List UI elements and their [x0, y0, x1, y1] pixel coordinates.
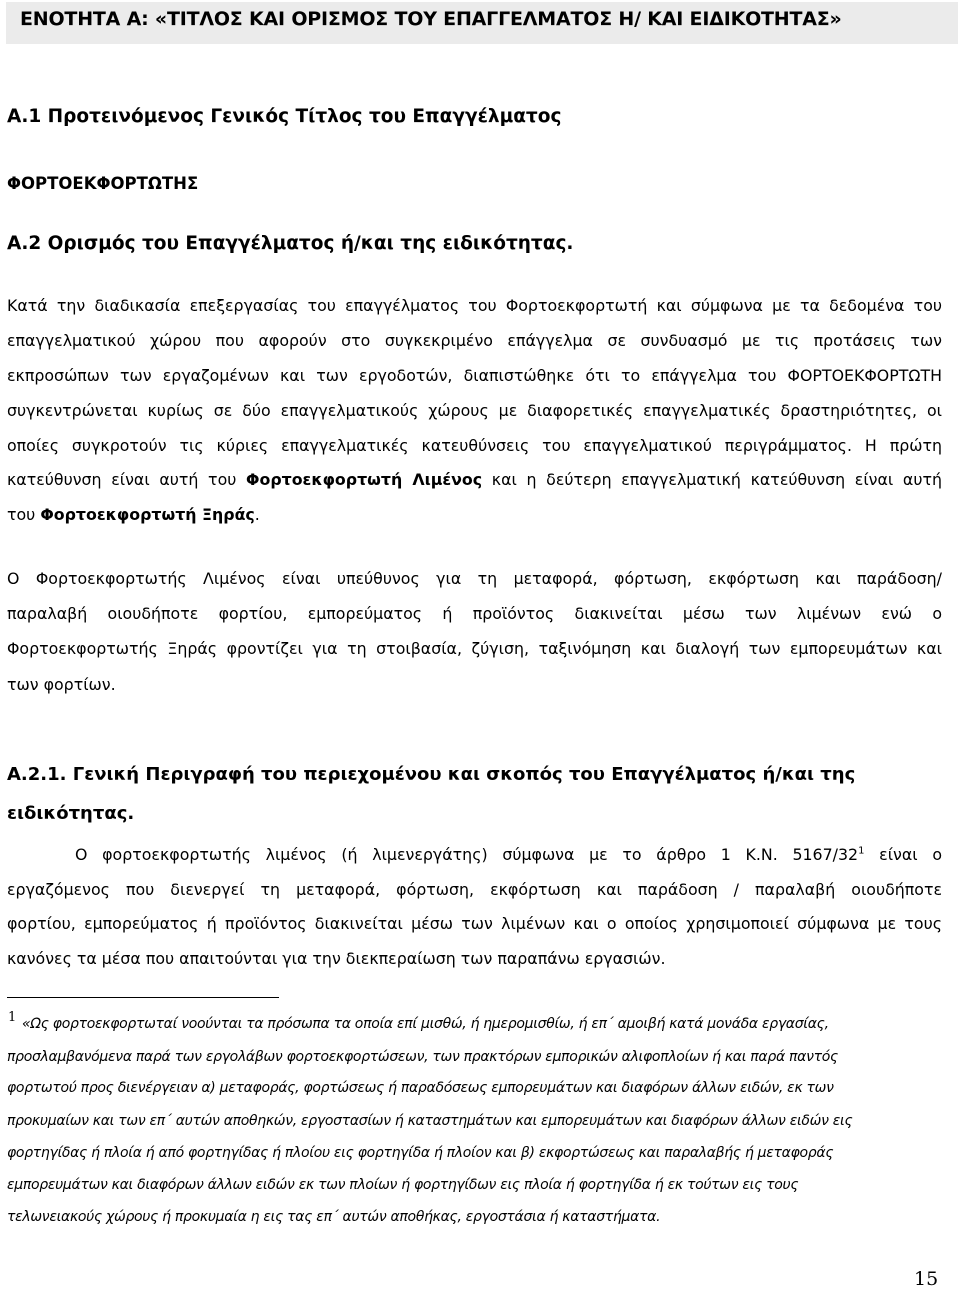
section-title: ΕΝΟΤΗΤΑ Α: «ΤΙΤΛΟΣ ΚΑΙ ΟΡΙΣΜΟΣ ΤΟΥ ΕΠΑΓΓΕΛΜΑΤΟΣ Η/ ΚΑΙ ΕΙΔΙΚΟΤΗΤΑΣ»	[20, 8, 842, 30]
para1-line5: οποίες συγκροτούν τις κύριες επαγγελματικές κατευθύνσεις του επαγγελματικού περιγράμματος. Η πρώτη	[7, 436, 942, 455]
footnote-line3: φορτωτού προς διενέργειαν α) μεταφοράς, φορτώσεως ή παραδόσεως εμπορευμάτων και διαφόρων άλλων ειδών, εκ των	[7, 1080, 834, 1096]
para1-line6	[7, 470, 942, 489]
land-docker-term: Φορτοεκφορτωτή Ξηράς	[40, 505, 255, 524]
page-number: 15	[914, 1268, 939, 1290]
para2-line1: Ο Φορτοεκφορτωτής Λιμένος είναι υπεύθυνος για τη μεταφορά, φόρτωση, εκφόρτωση και παράδοση/	[7, 569, 942, 588]
para1-line2: επαγγελματικού χώρου που αφορούν στο συγκεκριμένο επάγγελμα σε συνδυασμό με τις προτάσεις των	[7, 331, 942, 350]
footnote-line2: προσλαμβανόμενα παρά των εργολάβων φορτοεκφορτώσεων, των πρακτόρων εμπορικών αλιφοπλοίων ή και παρά παντός	[7, 1049, 838, 1065]
para1-line3: εκπροσώπων των εργαζομένων και των εργοδοτών, διαπιστώθηκε ότι το επάγγελμα του ΦΟΡΤΟΕΚΦΟΡΤΩΤΗ	[7, 366, 942, 385]
footnote-line1: «Ως φορτοεκφορτωταί νοούνται τα πρόσωπα τα οποία επί μισθώ, ή ημερομισθίω, ή επ΄ αμοιβή κατά μονάδα εργασίας,	[22, 1016, 829, 1032]
footnote-line4: προκυμαίων και των επ΄ αυτών αποθηκών, εργοστασίων ή καταστημάτων και εμπορευμάτων και διαφόρων άλλων ειδών εις	[7, 1113, 853, 1129]
para3-line3: φορτίου, εμπορεύματος ή προϊόντος διακινείται μέσω των λιμένων και ο οποίος χρησιμοποιεί σύμφωνα με τους	[7, 914, 942, 933]
footnote-ref[interactable]: 1	[858, 845, 865, 857]
a21-heading-line1: Α.2.1. Γενική Περιγραφή του περιεχομένου και σκοπός του Επαγγέλματος ή/και της	[7, 764, 856, 785]
para1-line7-post: .	[254, 505, 260, 524]
para3-line1	[75, 845, 942, 864]
para3-line1-pre: Ο φορτοεκφορτωτής λιμένος (ή λιμενεργάτης) σύμφωνα με το άρθρο 1 Κ.Ν. 5167/32	[75, 845, 859, 864]
para1-line4: συγκεντρώνεται κυρίως σε δύο επαγγελματικούς χώρους με διαφορετικές επαγγελματικές δραστηριότητες, οι	[7, 401, 942, 420]
port-docker-term: Φορτοεκφορτωτή Λιμένος	[246, 470, 483, 489]
footnote-separator	[7, 997, 279, 998]
a21-heading-line2: ειδικότητας.	[7, 803, 135, 824]
para2-line3: Φορτοεκφορτωτής Ξηράς φροντίζει για τη στοιβασία, ζύγιση, ταξινόμηση και διαλογή των εμπορευμάτων και	[7, 639, 942, 658]
footnote-line7: τελωνειακούς χώρους ή προκυμαία η εις τας επ΄ αυτών αποθήκας, εργοστάσια ή καταστήματα.	[7, 1209, 661, 1225]
footnote-line5: φορτηγίδας ή πλοία ή από φορτηγίδας ή πλοίου εις φορτηγίδα ή πλοίον και β) εκφορτώσεως και παραλαβής ή μεταφοράς	[7, 1145, 834, 1161]
profession-title: ΦΟΡΤΟΕΚΦΟΡΤΩΤΗΣ	[7, 174, 199, 193]
para2-line2: παραλαβή οιουδήποτε φορτίου, εμπορεύματος ή προϊόντος διακινείται μέσω των λιμένων ενώ ο	[7, 604, 942, 623]
para1-line7-pre: του	[7, 505, 41, 524]
a1-heading: Α.1 Προτεινόμενος Γενικός Τίτλος του Επαγγέλματος	[7, 106, 562, 127]
para3-line2: εργαζόμενος που διενεργεί τη μεταφορά, φόρτωση, εκφόρτωση και παράδοση / παραλαβή οιουδήποτε	[7, 880, 942, 899]
para2-line4: των φορτίων.	[7, 675, 116, 694]
para1-line6-post: και η δεύτερη επαγγελματική κατεύθυνση είναι αυτή	[482, 470, 942, 489]
footnote-marker: 1	[8, 1010, 17, 1025]
a2-heading: Α.2 Ορισμός του Επαγγέλματος ή/και της ειδικότητας.	[7, 233, 574, 254]
para3-line1-post: είναι ο	[864, 845, 942, 864]
para1-line7	[7, 505, 260, 524]
section-title-banner	[6, 2, 958, 44]
footnote-line6: εμπορευμάτων και διαφόρων άλλων ειδών εκ των πλοίων ή φορτηγίδων εις πλοία ή φορτηγίδα ή εκ τούτων εις τους	[7, 1177, 799, 1193]
para3-line4: κανόνες τα μέσα που απαιτούνται για την διεκπεραίωση των παραπάνω εργασιών.	[7, 949, 666, 968]
para1-line6-pre: κατεύθυνση είναι αυτή του	[7, 470, 247, 489]
para1-line1: Κατά την διαδικασία επεξεργασίας του επαγγέλματος του Φορτοεκφορτωτή και σύμφωνα με τα δεδομένα του	[7, 296, 942, 315]
